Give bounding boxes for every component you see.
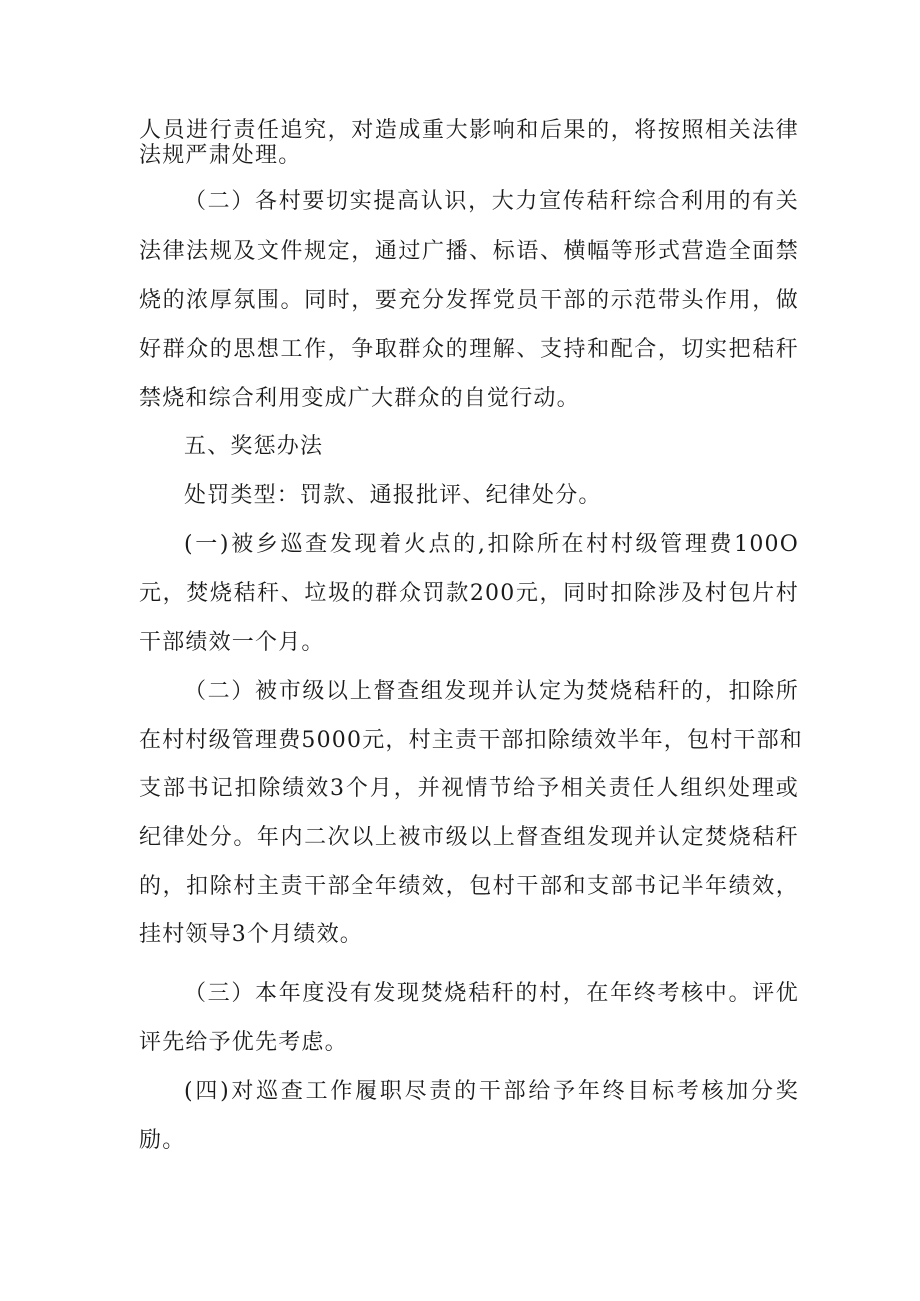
paragraph-line: 人员进行责任追究，对造成重大影响和后果的，将按照相关法律 (139, 118, 799, 143)
paragraph-line: 纪律处分。年内二次以上被市级以上督查组发现并认定焚烧秸秆 (139, 825, 799, 850)
paragraph-line: 烧的浓厚氛围。同时，要充分发挥党员干部的示范带头作用，做 (139, 288, 799, 313)
paragraph-line: （二）被市级以上督查组发现并认定为焚烧秸秆的，扣除所 (184, 679, 799, 704)
paragraph-line: 评先给予优先考虑。 (139, 1030, 348, 1055)
paragraph-line: 励。 (139, 1128, 186, 1153)
paragraph-line: 法律法规及文件规定，通过广播、标语、横幅等形式营造全面禁 (139, 239, 799, 264)
paragraph-line: 元，焚烧秸秆、垃圾的群众罚款200元，同时扣除涉及村包片村 (139, 581, 799, 606)
paragraph-line: 挂村领导3个月绩效。 (139, 922, 363, 947)
paragraph-line: 支部书记扣除绩效3个月，并视情节给予相关责任人组织处理或 (139, 776, 799, 801)
paragraph-line: 的，扣除村主责干部全年绩效，包村干部和支部书记半年绩效， (139, 874, 799, 899)
paragraph-line: 禁烧和综合利用变成广大群众的自觉行动。 (139, 386, 580, 411)
paragraph-line: 干部绩效一个月。 (139, 630, 325, 655)
section-heading: 五、奖惩办法 (184, 434, 324, 459)
paragraph-line: (一)被乡巡查发现着火点的,扣除所在村村级管理费100O (184, 532, 799, 557)
paragraph-line: 在村村级管理费5000元，村主责干部扣除绩效半年，包村干部和 (139, 728, 803, 753)
paragraph-line: （二）各村要切实提高认识，大力宣传秸秆综合利用的有关 (184, 189, 799, 214)
paragraph-line: 好群众的思想工作，争取群众的理解、支持和配合，切实把秸秆 (139, 337, 799, 362)
paragraph-line: （三）本年度没有发现焚烧秸秆的村，在年终考核中。评优 (184, 981, 799, 1006)
paragraph-line: 处罚类型：罚款、通报批评、纪律处分。 (184, 483, 602, 508)
paragraph-line: 法规严肃处理。 (139, 143, 302, 168)
paragraph-line: (四)对巡查工作履职尽责的干部给予年终目标考核加分奖 (184, 1079, 799, 1104)
